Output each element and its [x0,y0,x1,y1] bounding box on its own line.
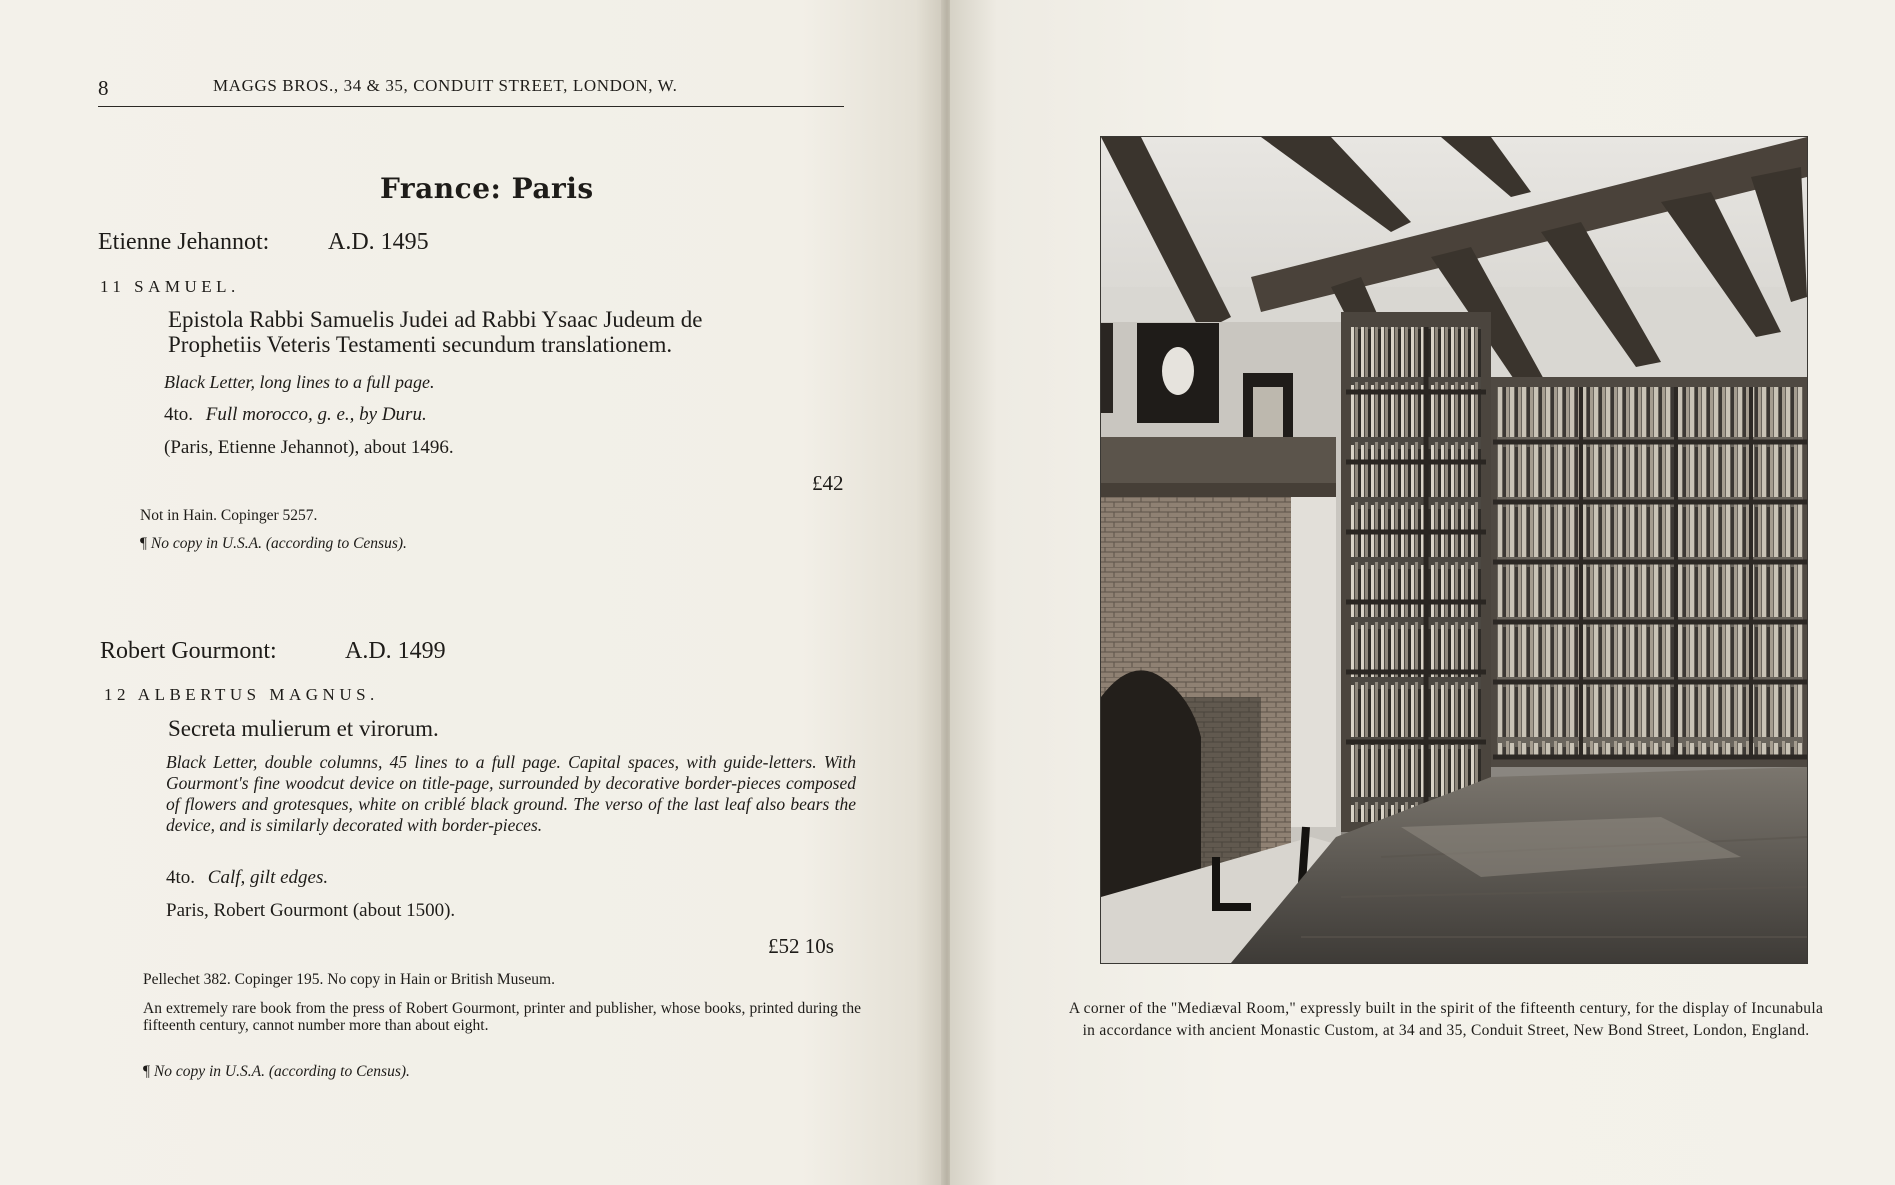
book-format: 4to. [164,404,194,425]
pilcrow-mark: ¶ [143,1063,151,1080]
bibliographic-note: Not in Hain. Copinger 5257. [140,507,318,524]
book-binding: Full morocco, g. e., by Duru. [205,404,427,425]
book-title [168,716,858,741]
running-head: MAGGS BROS., 34 & 35, CONDUIT STREET, LONDON, W. [213,76,678,95]
census-text: No copy in U.S.A. (according to Census). [153,1063,410,1080]
book-description: Black Letter, long lines to a full page. [164,372,435,392]
section-title: France: Paris [380,172,594,205]
lot-heading: 12 ALBERTUS MAGNUS. [104,685,379,704]
census-note [143,1063,410,1081]
left-page [0,0,944,1185]
book-title-line: Prophetiis Veteris Testamenti secundum translationem. [168,332,673,357]
census-text: No copy in U.S.A. (according to Census). [150,535,407,552]
format-and-binding [164,404,427,426]
pilcrow-mark: ¶ [140,535,148,552]
book-imprint: Paris, Robert Gourmont (about 1500). [166,900,456,921]
header-rule [98,106,844,107]
bibliographic-note: Pellechet 382. Copinger 195. No copy in Hain or British Museum. [143,971,555,988]
photograph-medieval-room-icon [1100,136,1808,964]
book-imprint: (Paris, Etienne Jehannot), about 1496. [164,437,454,458]
census-note [140,535,407,553]
printer-name: Etienne Jehannot: [98,229,270,255]
printer-date: A.D. 1499 [345,638,446,664]
printer-name: Robert Gourmont: [100,638,277,664]
book-title [168,307,858,357]
printer-date: A.D. 1495 [328,229,429,255]
book-description: Black Letter, double columns, 45 lines to a full page. Capital spaces, with guide-letters. With Gourmont's fine woodcut device on title-page, surrounded by decorative border-pieces composed of flowers and grotesques, white on criblé black ground. The verso of the last leaf also bears the device, and is similarly decorated with border-pieces. [166,752,856,835]
photo-caption: A corner of the "Mediæval Room," expressly built in the spirit of the fifteenth century, for the display of Incunabula in accordance with ancient Monastic Custom, at 34 and 35, Conduit Street, New Bond Street, London, England. [1068,1000,1824,1039]
format-and-binding [166,867,328,889]
page-number: 8 [98,76,109,100]
book-price: £52 10s [768,934,834,958]
book-price: £42 [812,471,844,495]
book-binding: Calf, gilt edges. [207,867,329,888]
book-format: 4to. [166,867,196,888]
book-title-line: Epistola Rabbi Samuelis Judei ad Rabbi Ysaac Judeum de [168,307,703,332]
provenance-note: An extremely rare book from the press of Robert Gourmont, printer and publisher, whose books, printed during the fifteenth century, cannot number more than about eight. [143,1000,861,1034]
book-title-line: Secreta mulierum et virorum. [168,716,439,741]
lot-heading: 11 SAMUEL. [100,277,240,296]
